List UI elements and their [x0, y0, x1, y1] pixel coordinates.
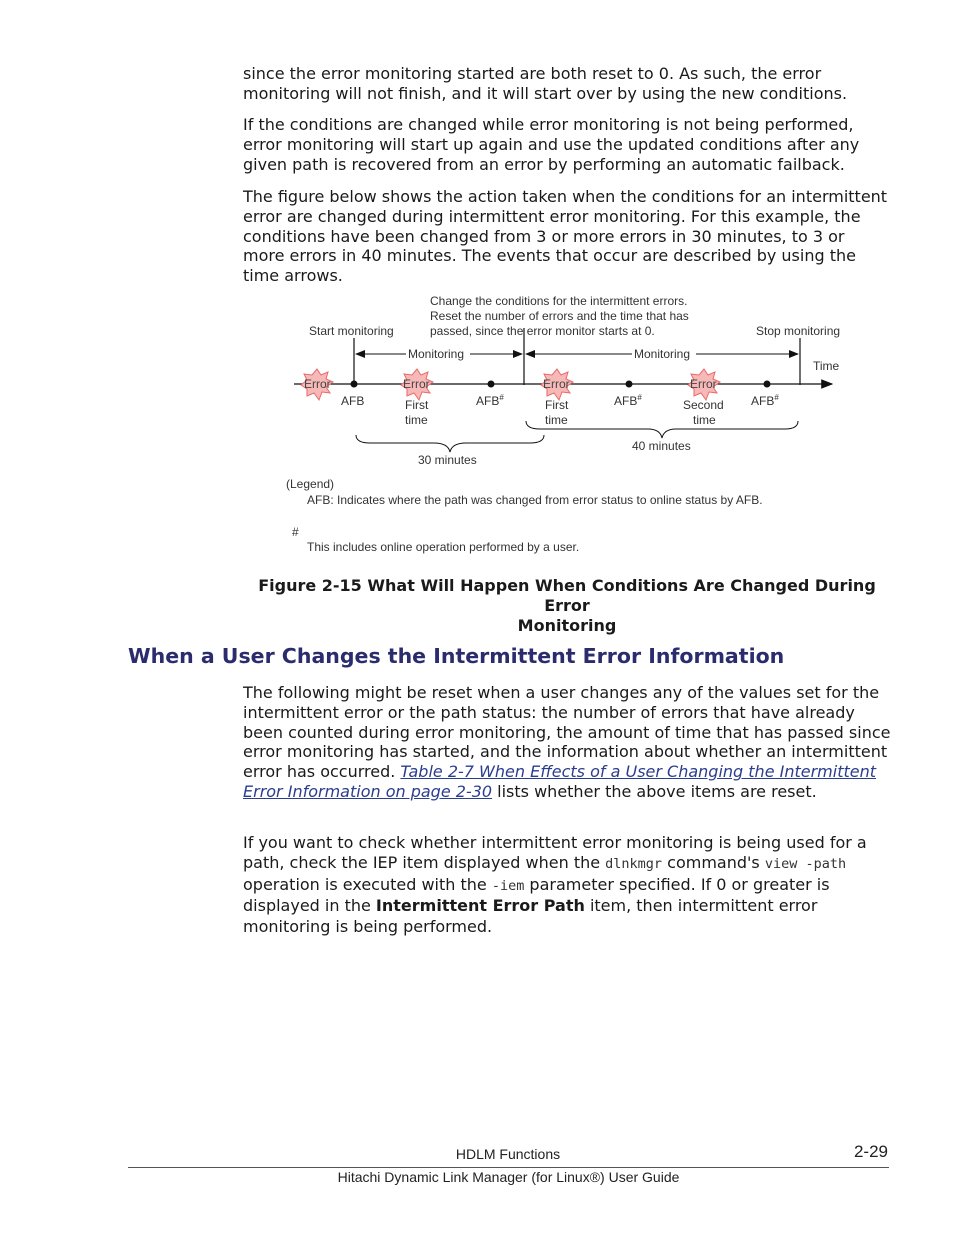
- stop-monitoring-label: Stop monitoring: [756, 324, 841, 338]
- view-path-operation: view -path: [764, 856, 847, 873]
- check-text-1: If you want to check whether intermittent error monitoring is being used for a path, check the IEP item displayed when the: [243, 833, 867, 873]
- reset-info-text-2: lists whether the above items are reset.: [492, 781, 817, 801]
- check-text-4: parameter specified. If 0 or greater is displayed in the: [243, 874, 830, 916]
- time-label-3: time: [693, 413, 716, 427]
- error-burst-4: [688, 369, 720, 400]
- afb-point-4: [764, 381, 771, 388]
- figure-caption: [243, 576, 891, 636]
- iem-parameter: -iem: [491, 877, 525, 894]
- change-note-line-1: Change the conditions for the intermittent errors.: [430, 294, 688, 308]
- check-text-3: operation is executed with the: [243, 874, 492, 894]
- legend-afb: AFB: Indicates where the path was changed from error status to online status by AFB.: [307, 493, 763, 507]
- legend-title: (Legend): [286, 477, 335, 491]
- page-number: 2-29: [853, 1142, 888, 1161]
- svg-text:Error: Error: [304, 377, 331, 391]
- label-40-minutes: 40 minutes: [632, 439, 691, 453]
- afb-point-2: [488, 381, 495, 388]
- error-burst-2: [401, 369, 433, 400]
- paragraph-check-monitoring: [243, 833, 891, 937]
- time-label-2: time: [545, 413, 568, 427]
- footer-divider: [128, 1167, 889, 1168]
- table-2-7-link[interactable]: Table 2-7 When Effects of a User Changing the Intermittent Error Information on page 2-30: [243, 762, 877, 801]
- afb-point-3: [626, 381, 633, 388]
- error-burst-1: [301, 369, 333, 400]
- check-text-5: item, then intermittent error monitoring is being performed.: [243, 896, 818, 936]
- afb-label-3: AFB#: [614, 393, 642, 408]
- figure-caption-line-1: Figure 2-15 What Will Happen When Conditions Are Changed During Error: [258, 576, 876, 615]
- change-note-line-3: passed, since the error monitor starts at 0.: [430, 324, 655, 338]
- paragraph-reset-info: [243, 683, 891, 802]
- svg-text:Error: Error: [690, 377, 717, 391]
- dlnkmgr-command: dlnkmgr: [605, 856, 663, 873]
- afb-label-4: AFB#: [751, 393, 779, 408]
- check-text-2: command's: [662, 853, 765, 873]
- legend-hash-text: This includes online operation performed by a user.: [307, 540, 580, 554]
- time-label-1: time: [405, 413, 428, 427]
- intermittent-error-timeline-figure: [280, 290, 860, 562]
- second-label: Second: [683, 398, 724, 412]
- first-label-2: First: [545, 398, 569, 412]
- reset-info-text-1: The following might be reset when a user changes any of the values set for the intermittent error or the path status: the number of errors that have already been counted during error monitoring, the amount of time that has passed since error monitoring has started, and the information about whether an intermittent error has occurred.: [243, 683, 891, 782]
- paragraph-figure-intro: The figure below shows the action taken when the conditions for an intermittent error are changed during intermittent error monitoring. For this example, the conditions have been changed from 3 or more errors in 30 minutes, to 3 or more errors in 40 minutes. The events that occur are described by using the time arrows.: [243, 187, 888, 286]
- footer-guide-title: Hitachi Dynamic Link Manager (for Linux®) User Guide: [337, 1169, 680, 1185]
- afb-label-1: AFB: [341, 394, 365, 408]
- monitoring-label-1: Monitoring: [408, 347, 465, 361]
- svg-text:Error: Error: [403, 377, 430, 391]
- svg-text:Error: Error: [543, 377, 570, 391]
- figure-caption-line-2: Monitoring: [517, 616, 617, 635]
- afb-label-2: AFB#: [476, 393, 504, 408]
- paragraph-continuation: since the error monitoring started are both reset to 0. As such, the error monitoring will not finish, and it will start over by using the new conditions.: [243, 64, 848, 103]
- first-label-1: First: [405, 398, 429, 412]
- change-note-line-2: Reset the number of errors and the time that has: [430, 309, 689, 323]
- paragraph-conditions-changed: If the conditions are changed while error monitoring is not being performed, error monitoring will start up again and use the updated conditions after any given path is recovered from an error by performing an automatic failback.: [243, 115, 860, 174]
- afb-point-1: [351, 381, 358, 388]
- legend-hash: #: [292, 525, 299, 539]
- error-burst-3: [541, 369, 573, 400]
- intermittent-error-path-item: Intermittent Error Path: [375, 896, 585, 916]
- section-heading: When a User Changes the Intermittent Error Information: [128, 644, 785, 668]
- start-monitoring-label: Start monitoring: [309, 324, 394, 338]
- footer-section-name: HDLM Functions: [455, 1146, 561, 1162]
- brace-30-minutes: [356, 435, 544, 452]
- time-axis-label: Time: [813, 359, 840, 373]
- label-30-minutes: 30 minutes: [418, 453, 477, 467]
- monitoring-label-2: Monitoring: [634, 347, 691, 361]
